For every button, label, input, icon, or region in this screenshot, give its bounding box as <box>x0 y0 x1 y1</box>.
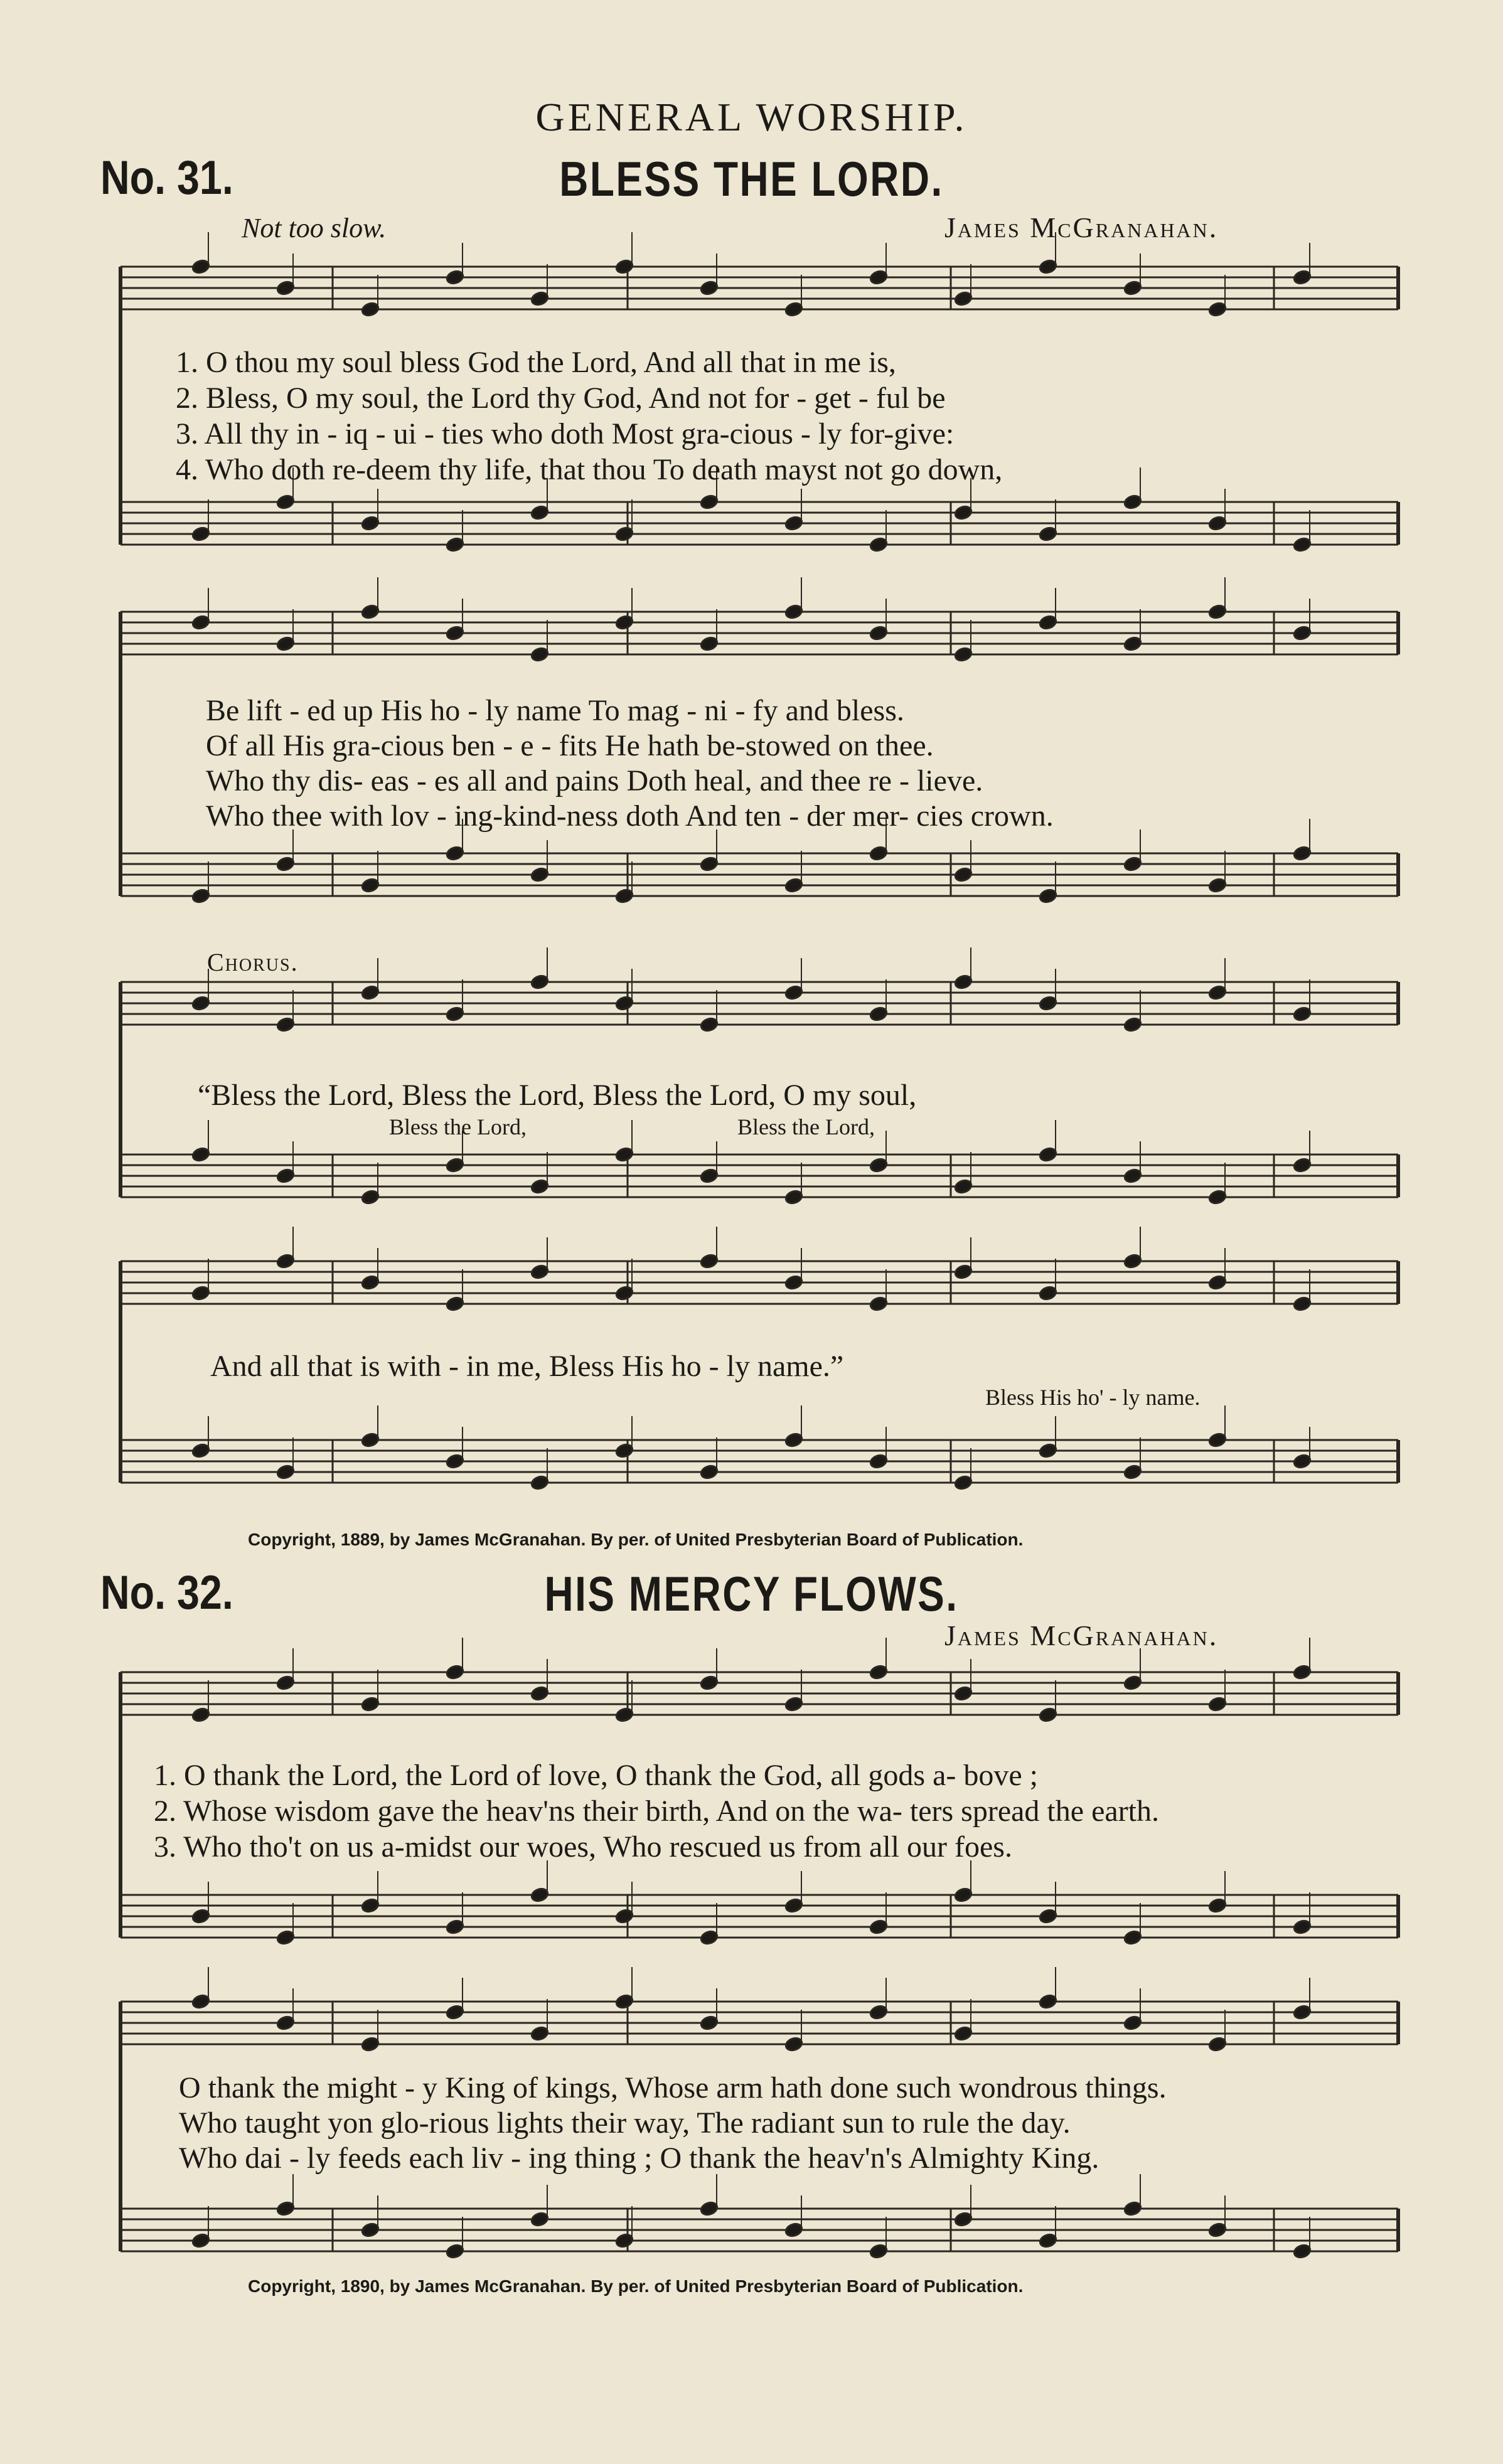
note-head <box>700 1464 719 1480</box>
note-head <box>1123 1675 1143 1691</box>
note-head <box>1039 526 1058 542</box>
note-head <box>784 984 804 1001</box>
note-head <box>700 280 719 296</box>
note-head <box>869 536 889 553</box>
note-head <box>446 2004 465 2020</box>
note-head <box>1123 1929 1143 1946</box>
hymn-title: BLESS THE LORD. <box>559 151 944 206</box>
lyric-line: 4. Who doth re-deem thy life, that thou To death mayst not go down, <box>176 453 1003 486</box>
note-head <box>700 1675 719 1691</box>
note-head <box>1293 1157 1312 1173</box>
note-head <box>954 867 973 883</box>
note-head <box>1208 877 1228 893</box>
note-head <box>276 1929 296 1946</box>
note-head <box>530 291 550 307</box>
note-head <box>1123 494 1143 510</box>
chorus-response-end: Bless His ho' - ly name. <box>985 1385 1201 1410</box>
note-head <box>1039 1707 1058 1723</box>
note-head <box>446 1157 465 1173</box>
note-head <box>954 291 973 307</box>
note-head <box>191 1993 211 2010</box>
note-head <box>446 269 465 285</box>
note-head <box>954 1264 973 1280</box>
note-head <box>1123 1168 1143 1184</box>
note-head <box>446 1006 465 1022</box>
note-head <box>1293 1664 1312 1680</box>
note-head <box>1293 536 1312 553</box>
note-head <box>954 2025 973 2042</box>
note-head <box>1208 301 1228 317</box>
chorus-lyric: “Bless the Lord, Bless the Lord, Bless the Lord, O my soul, <box>198 1079 917 1112</box>
note-head <box>1208 1432 1228 1448</box>
note-head <box>615 259 634 275</box>
lyric-line: Be lift - ed up His ho - ly name To mag - ni - fy and bless. <box>206 694 904 727</box>
note-head <box>361 604 380 620</box>
note-head <box>869 1006 889 1022</box>
note-head <box>700 2015 719 2031</box>
composer: James McGranahan. <box>944 211 1219 243</box>
note-head <box>276 1168 296 1184</box>
note-head <box>276 1464 296 1480</box>
note-head <box>191 1285 211 1301</box>
note-head <box>361 2222 380 2238</box>
note-head <box>954 1475 973 1491</box>
note-head <box>446 536 465 553</box>
note-head <box>1123 856 1143 872</box>
lyric-line: 2. Whose wisdom gave the heav'ns their birth, And on the wa- ters spread the earth. <box>154 1795 1159 1828</box>
note-head <box>1293 2243 1312 2259</box>
note-head <box>191 1443 211 1459</box>
note-head <box>446 1919 465 1935</box>
note-head <box>1208 1696 1228 1712</box>
note-head <box>1039 1146 1058 1163</box>
note-head <box>1039 995 1058 1011</box>
note-head <box>1039 1908 1058 1924</box>
note-head <box>954 2211 973 2227</box>
note-head <box>276 1253 296 1269</box>
note-head <box>530 867 550 883</box>
note-head <box>191 259 211 275</box>
note-head <box>361 301 380 317</box>
note-head <box>1123 1464 1143 1480</box>
note-head <box>954 504 973 521</box>
note-head <box>1039 1993 1058 2010</box>
note-head <box>276 2200 296 2217</box>
note-head <box>1208 2222 1228 2238</box>
note-head <box>276 280 296 296</box>
note-head <box>954 1178 973 1195</box>
note-head <box>615 995 634 1011</box>
note-head <box>1293 2004 1312 2020</box>
note-head <box>276 856 296 872</box>
note-head <box>191 995 211 1011</box>
note-head <box>1123 2200 1143 2217</box>
lyric-line: Who thee with lov - ing-kind-ness doth And ten - der mer- cies crown. <box>206 799 1054 833</box>
note-head <box>361 515 380 531</box>
verse-lyrics-system-1 <box>154 1758 1159 1865</box>
lyric-line: 3. All thy in - iq - ui - ties who doth Most gra-cious - ly for-give: <box>176 417 955 451</box>
note-head <box>1208 1274 1228 1291</box>
note-head <box>784 301 804 317</box>
note-head <box>276 1675 296 1691</box>
note-head <box>700 1168 719 1184</box>
note-head <box>954 1887 973 1903</box>
note-head <box>869 1157 889 1173</box>
note-head <box>1208 515 1228 531</box>
note-head <box>615 1908 634 1924</box>
note-head <box>191 1146 211 1163</box>
section-title: GENERAL WORSHIP. <box>535 95 968 139</box>
note-head <box>530 2025 550 2042</box>
note-head <box>784 1189 804 1205</box>
note-head <box>530 1264 550 1280</box>
note-head <box>700 1016 719 1033</box>
note-head <box>361 1432 380 1448</box>
note-head <box>1293 1453 1312 1469</box>
note-head <box>361 1696 380 1712</box>
note-head <box>869 1919 889 1935</box>
note-head <box>530 2211 550 2227</box>
lyric-line: 1. O thank the Lord, the Lord of love, O thank the God, all gods a- bove ; <box>154 1759 1039 1792</box>
note-head <box>784 2222 804 2238</box>
note-head <box>1039 1443 1058 1459</box>
note-head <box>869 2004 889 2020</box>
note-head <box>191 2232 211 2249</box>
note-head <box>361 1274 380 1291</box>
note-head <box>361 2036 380 2052</box>
lyric-line: Who dai - ly feeds each liv - ing thing ; O thank the heav'n's Almighty King. <box>179 2141 1099 2175</box>
composer: James McGranahan. <box>944 1619 1219 1651</box>
note-head <box>1208 2036 1228 2052</box>
note-head <box>1039 2232 1058 2249</box>
note-head <box>615 2232 634 2249</box>
note-head <box>530 1178 550 1195</box>
note-head <box>530 974 550 990</box>
note-head <box>1293 845 1312 861</box>
note-head <box>615 1443 634 1459</box>
note-head <box>1293 269 1312 285</box>
note-head <box>954 646 973 663</box>
note-head <box>784 1696 804 1712</box>
lyric-line: 3. Who tho't on us a-midst our woes, Who rescued us from all our foes. <box>154 1830 1012 1864</box>
note-head <box>784 515 804 531</box>
note-head <box>276 494 296 510</box>
note-head <box>191 526 211 542</box>
note-head <box>954 1685 973 1702</box>
note-head <box>615 1146 634 1163</box>
chorus-label: Chorus. <box>207 948 299 976</box>
verse-lyrics-system-1 <box>176 345 1002 488</box>
note-head <box>446 1296 465 1312</box>
note-head <box>784 1432 804 1448</box>
lyric-line: O thank the might - y King of kings, Whose arm hath done such wondrous things. <box>179 2071 1167 2104</box>
note-head <box>361 1897 380 1914</box>
lyric-line: 1. O thou my soul bless God the Lord, And all that in me is, <box>176 346 896 379</box>
note-head <box>530 1887 550 1903</box>
note-head <box>700 494 719 510</box>
hymn-number: No. 32. <box>100 1566 233 1619</box>
note-head <box>446 2243 465 2259</box>
note-head <box>1293 1006 1312 1022</box>
note-head <box>1293 1919 1312 1935</box>
note-head <box>784 604 804 620</box>
note-head <box>784 877 804 893</box>
note-head <box>869 1453 889 1469</box>
note-head <box>276 2015 296 2031</box>
chorus-lyric-end: And all that is with - in me, Bless His ho - ly name.” <box>210 1350 844 1383</box>
lyric-line: Who thy dis- eas - es all and pains Doth heal, and thee re - lieve. <box>206 764 983 797</box>
note-head <box>191 1707 211 1723</box>
note-head <box>361 1189 380 1205</box>
note-head <box>615 1285 634 1301</box>
note-head <box>1039 1285 1058 1301</box>
note-head <box>1208 1897 1228 1914</box>
note-head <box>530 1475 550 1491</box>
note-head <box>1208 604 1228 620</box>
verse-lyrics-system-2 <box>206 693 1054 834</box>
note-head <box>1039 614 1058 631</box>
note-head <box>1123 636 1143 652</box>
note-head <box>700 636 719 652</box>
note-head <box>784 1274 804 1291</box>
note-head <box>700 1929 719 1946</box>
note-head <box>700 2200 719 2217</box>
lyric-line: Who taught yon glo-rious lights their way, The radiant sun to rule the day. <box>179 2106 1071 2140</box>
note-head <box>784 1897 804 1914</box>
note-head <box>869 625 889 641</box>
note-head <box>615 1993 634 2010</box>
copyright-notice: Copyright, 1890, by James McGranahan. By per. of United Presbyterian Board of Publication. <box>248 2276 1024 2296</box>
note-head <box>615 1707 634 1723</box>
note-head <box>615 526 634 542</box>
note-head <box>530 646 550 663</box>
verse-lyrics-system-2 <box>179 2071 1167 2176</box>
note-head <box>276 1016 296 1033</box>
note-head <box>1039 259 1058 275</box>
note-head <box>1293 625 1312 641</box>
note-head <box>1293 1296 1312 1312</box>
note-head <box>869 845 889 861</box>
note-head <box>446 1453 465 1469</box>
note-head <box>191 888 211 904</box>
note-head <box>869 1664 889 1680</box>
note-head <box>1123 280 1143 296</box>
note-head <box>446 625 465 641</box>
chorus-response: Bless the Lord, <box>389 1114 527 1139</box>
note-head <box>784 2036 804 2052</box>
note-head <box>869 1296 889 1312</box>
note-head <box>276 636 296 652</box>
note-head <box>191 1908 211 1924</box>
note-head <box>1208 984 1228 1001</box>
note-head <box>700 1253 719 1269</box>
tempo-marking: Not too slow. <box>242 213 387 243</box>
hymn-title: HIS MERCY FLOWS. <box>544 1566 959 1621</box>
note-head <box>700 856 719 872</box>
lyric-line: Of all His gra-cious ben - e - fits He hath be-stowed on thee. <box>206 729 934 762</box>
lyric-line: 2. Bless, O my soul, the Lord thy God, And not for - get - ful be <box>176 381 946 415</box>
note-head <box>1123 2015 1143 2031</box>
note-head <box>191 614 211 631</box>
note-head <box>1123 1253 1143 1269</box>
note-head <box>954 974 973 990</box>
note-head <box>1039 888 1058 904</box>
note-head <box>869 2243 889 2259</box>
note-head <box>1208 1189 1228 1205</box>
note-head <box>446 845 465 861</box>
chorus-response: Bless the Lord, <box>737 1114 875 1139</box>
note-head <box>530 504 550 521</box>
copyright-notice: Copyright, 1889, by James McGranahan. By per. of United Presbyterian Board of Publication. <box>248 1530 1024 1549</box>
note-head <box>869 269 889 285</box>
note-head <box>361 877 380 893</box>
note-head <box>615 888 634 904</box>
note-head <box>530 1685 550 1702</box>
note-head <box>1123 1016 1143 1033</box>
hymn-number: No. 31. <box>100 151 233 205</box>
note-head <box>446 1664 465 1680</box>
note-head <box>615 614 634 631</box>
note-head <box>361 984 380 1001</box>
